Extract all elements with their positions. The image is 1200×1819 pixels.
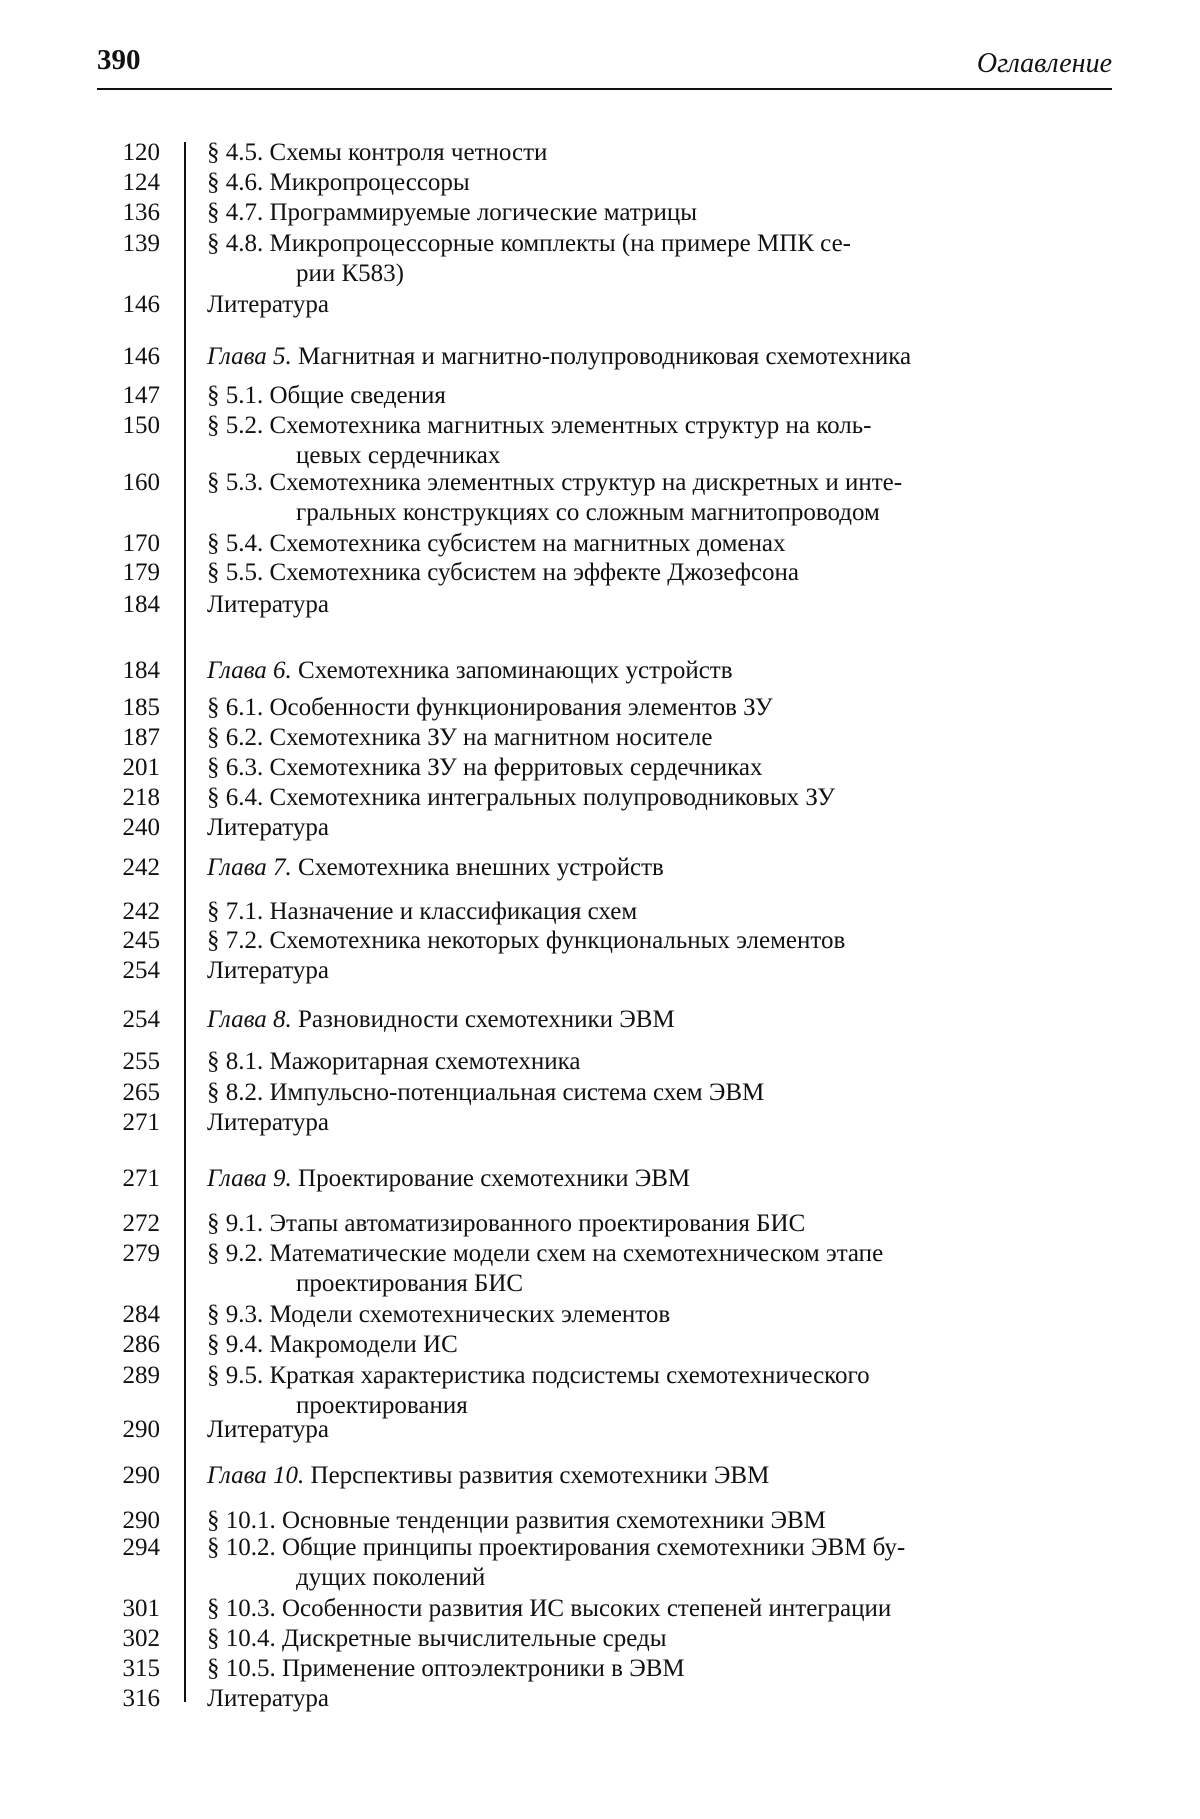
section-entry <box>0 1654 1200 1684</box>
chapter-label: Глава 9. <box>207 1165 292 1192</box>
section-entry <box>0 1300 1200 1330</box>
entry-title: § 8.2. Импульсно-потенциальная система схем ЭВМ <box>207 1079 765 1106</box>
entry-title: § 6.1. Особенности функционирования элементов ЗУ <box>207 694 773 721</box>
entry-title: § 5.3. Схемотехника элементных структур на дискретных и инте- <box>207 469 903 496</box>
entry-page-number: 147 <box>122 382 160 409</box>
entry-page-number: 279 <box>122 1240 160 1267</box>
references-entry <box>0 290 1200 320</box>
entry-page-number: 254 <box>122 957 160 984</box>
entry-title: § 9.5. Краткая характеристика подсистемы схемотехнического <box>207 1362 870 1389</box>
entry-title: Глава 7. Схемотехника внешних устройств <box>207 854 664 881</box>
entry-page-number: 255 <box>122 1048 160 1075</box>
entry-title: Глава 10. Перспективы развития схемотехники ЭВМ <box>207 1462 770 1489</box>
section-entry <box>0 1506 1200 1536</box>
references-entry <box>0 1684 1200 1714</box>
section-entry <box>0 198 1200 228</box>
entry-page-number: 315 <box>122 1655 160 1682</box>
chapter-entry <box>0 1005 1200 1035</box>
entry-title: Глава 8. Разновидности схемотехники ЭВМ <box>207 1006 675 1033</box>
entry-title: § 9.1. Этапы автоматизированного проектирования БИС <box>207 1210 806 1237</box>
entry-title: Литература <box>207 1416 329 1443</box>
entry-page-number: 286 <box>122 1331 160 1358</box>
entry-title: Глава 9. Проектирование схемотехники ЭВМ <box>207 1165 691 1192</box>
entry-title: § 5.1. Общие сведения <box>207 382 446 409</box>
entry-title-continuation: проектирования <box>296 1392 468 1419</box>
entry-title: § 7.2. Схемотехника некоторых функциональных элементов <box>207 927 846 954</box>
chapter-label: Глава 10. <box>207 1462 305 1489</box>
entry-page-number: 290 <box>122 1507 160 1534</box>
entry-title: Глава 6. Схемотехника запоминающих устройств <box>207 657 733 684</box>
references-entry <box>0 1108 1200 1138</box>
section-entry <box>0 1239 1200 1297</box>
section-entry <box>0 229 1200 287</box>
entry-title: § 5.2. Схемотехника магнитных элементных структур на коль- <box>207 412 872 439</box>
entry-page-number: 240 <box>122 814 160 841</box>
entry-page-number: 290 <box>122 1416 160 1443</box>
entry-title: § 9.3. Модели схемотехнических элементов <box>207 1301 671 1328</box>
entry-title-continuation: проектирования БИС <box>296 1270 524 1297</box>
entry-page-number: 146 <box>122 291 160 318</box>
entry-page-number: 179 <box>122 559 160 586</box>
section-entry <box>0 1078 1200 1108</box>
chapter-entry <box>0 656 1200 686</box>
entry-page-number: 294 <box>122 1534 160 1561</box>
chapter-label: Глава 5. <box>207 343 292 370</box>
chapter-entry <box>0 1164 1200 1194</box>
entry-title: § 8.1. Мажоритарная схемотехника <box>207 1048 581 1075</box>
section-entry <box>0 1330 1200 1360</box>
entry-page-number: 184 <box>122 657 160 684</box>
entry-page-number: 160 <box>122 469 160 496</box>
section-entry <box>0 1361 1200 1419</box>
section-entry <box>0 468 1200 526</box>
entry-page-number: 150 <box>122 412 160 439</box>
section-entry <box>0 411 1200 469</box>
entry-page-number: 185 <box>122 694 160 721</box>
entry-page-number: 301 <box>122 1595 160 1622</box>
entry-page-number: 184 <box>122 591 160 618</box>
chapter-entry <box>0 853 1200 883</box>
chapter-label: Глава 6. <box>207 657 292 684</box>
header-rule <box>97 88 1112 90</box>
entry-title: § 6.3. Схемотехника ЗУ на ферритовых сердечниках <box>207 754 763 781</box>
entry-page-number: 254 <box>122 1006 160 1033</box>
section-entry <box>0 723 1200 753</box>
section-entry <box>0 558 1200 588</box>
page-number: 390 <box>97 44 141 76</box>
entry-title: § 10.4. Дискретные вычислительные среды <box>207 1625 667 1652</box>
entry-page-number: 201 <box>122 754 160 781</box>
entry-page-number: 242 <box>122 854 160 881</box>
running-title: Оглавление <box>976 48 1112 79</box>
entry-title: § 9.4. Макромодели ИС <box>207 1331 458 1358</box>
entry-page-number: 290 <box>122 1462 160 1489</box>
entry-page-number: 139 <box>122 230 160 257</box>
entry-title: § 5.5. Схемотехника субсистем на эффекте Джозефсона <box>207 559 800 586</box>
entry-title: § 6.2. Схемотехника ЗУ на магнитном носителе <box>207 724 713 751</box>
section-entry <box>0 897 1200 927</box>
entry-page-number: 218 <box>122 784 160 811</box>
entry-page-number: 170 <box>122 530 160 557</box>
entry-title: § 9.2. Математические модели схем на схемотехническом этапе <box>207 1240 884 1267</box>
entry-title: § 4.7. Программируемые логические матрицы <box>207 199 698 226</box>
section-entry <box>0 168 1200 198</box>
chapter-entry <box>0 1461 1200 1491</box>
chapter-label: Глава 7. <box>207 854 292 881</box>
section-entry <box>0 783 1200 813</box>
chapter-entry <box>0 342 1200 372</box>
section-entry <box>0 1624 1200 1654</box>
entry-title: § 4.6. Микропроцессоры <box>207 169 470 196</box>
section-entry <box>0 1209 1200 1239</box>
entry-title: § 10.2. Общие принципы проектирования схемотехники ЭВМ бу- <box>207 1534 906 1561</box>
entry-title-continuation: гральных конструкциях со сложным магнитопроводом <box>296 499 880 526</box>
entry-title: Литература <box>207 814 329 841</box>
entry-title-continuation: дущих поколений <box>296 1564 486 1591</box>
entry-title: Литература <box>207 957 329 984</box>
entry-page-number: 316 <box>122 1685 160 1712</box>
entry-title: § 4.8. Микропроцессорные комплекты (на примере МПК се- <box>207 230 852 257</box>
entry-page-number: 289 <box>122 1362 160 1389</box>
entry-page-number: 187 <box>122 724 160 751</box>
entry-title: § 4.5. Схемы контроля четности <box>207 139 548 166</box>
entry-page-number: 242 <box>122 898 160 925</box>
entry-page-number: 271 <box>122 1109 160 1136</box>
entry-page-number: 146 <box>122 343 160 370</box>
references-entry <box>0 590 1200 620</box>
entry-title-continuation: цевых сердечниках <box>296 442 501 469</box>
section-entry <box>0 1594 1200 1624</box>
entry-title: § 6.4. Схемотехника интегральных полупроводниковых ЗУ <box>207 784 835 811</box>
entry-title: Литература <box>207 591 329 618</box>
chapter-label: Глава 8. <box>207 1006 292 1033</box>
section-entry <box>0 529 1200 559</box>
references-entry <box>0 813 1200 843</box>
entry-title: Литература <box>207 1109 329 1136</box>
entry-page-number: 136 <box>122 199 160 226</box>
entry-title: Литература <box>207 1685 329 1712</box>
entry-page-number: 245 <box>122 927 160 954</box>
section-entry <box>0 1047 1200 1077</box>
section-entry <box>0 693 1200 723</box>
section-entry <box>0 1533 1200 1591</box>
references-entry <box>0 1415 1200 1445</box>
entry-page-number: 124 <box>122 169 160 196</box>
section-entry <box>0 926 1200 956</box>
section-entry <box>0 381 1200 411</box>
section-entry <box>0 753 1200 783</box>
section-entry <box>0 138 1200 168</box>
references-entry <box>0 956 1200 986</box>
entry-title: Литература <box>207 291 329 318</box>
entry-title: § 5.4. Схемотехника субсистем на магнитных доменах <box>207 530 786 557</box>
entry-page-number: 265 <box>122 1079 160 1106</box>
entry-page-number: 120 <box>122 139 160 166</box>
entry-title: Глава 5. Магнитная и магнитно-полупроводниковая схемотехника <box>207 343 912 370</box>
entry-title: § 10.5. Применение оптоэлектроники в ЭВМ <box>207 1655 685 1682</box>
entry-page-number: 272 <box>122 1210 160 1237</box>
entry-page-number: 302 <box>122 1625 160 1652</box>
entry-title: § 7.1. Назначение и классификация схем <box>207 898 638 925</box>
entry-page-number: 284 <box>122 1301 160 1328</box>
entry-page-number: 271 <box>122 1165 160 1192</box>
entry-title: § 10.1. Основные тенденции развития схемотехники ЭВМ <box>207 1507 826 1534</box>
entry-title: § 10.3. Особенности развития ИС высоких степеней интеграции <box>207 1595 892 1622</box>
entry-title-continuation: рии К583) <box>296 260 405 287</box>
